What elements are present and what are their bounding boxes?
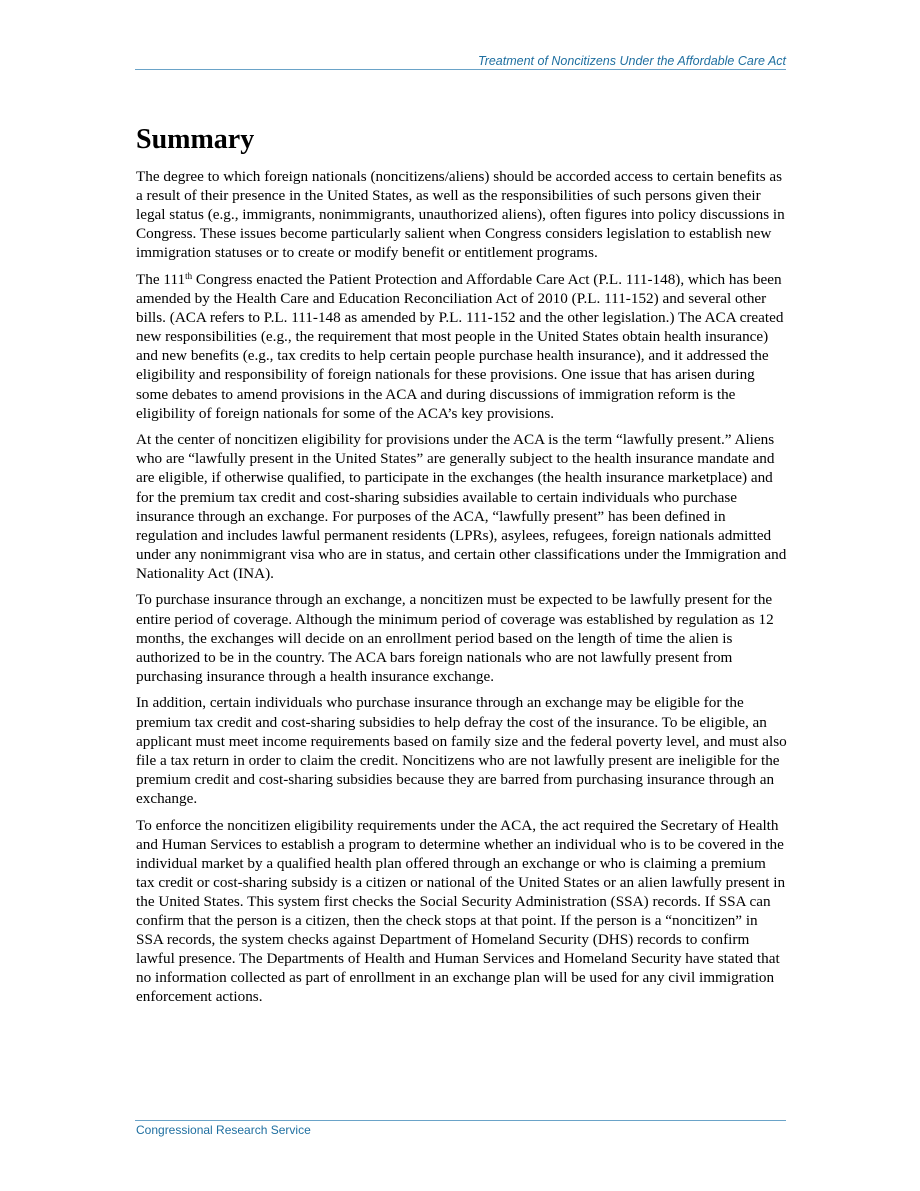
running-header: Treatment of Noncitizens Under the Affordable Care Act [477,54,786,68]
ordinal-suffix: th [185,270,193,281]
paragraph-6: To enforce the noncitizen eligibility requirements under the ACA, the act required the Secretary of Health and Human Services to establish a program to determine whether an individual who is to be covered in the individual market by a qualified health plan offered through an exchange or who is claiming a premium tax credit or cost-sharing subsidy is a citizen or national of the United States or an alien lawfully present in the United States. This system first checks the Social Security Administration (SSA) records. If SSA can confirm that the person is a citizen, then the check stops at that point. If the person is a “noncitizen” in SSA records, the system checks against Department of Homeland Security (DHS) records to confirm lawful presence. The Departments of Health and Human Services and Homeland Security have stated that no information collected as part of enrollment in an exchange plan will be used for any civil immigration enforcement actions. [136,816,786,1006]
running-footer: Congressional Research Service [136,1123,311,1137]
paragraph-2 [136,270,788,423]
summary-body [136,167,788,1014]
paragraph-3: At the center of noncitizen eligibility for provisions under the ACA is the term “lawfully present.” Aliens who are “lawfully present in the United States” are generally subject to the health insurance mandate and are eligible, if otherwise qualified, to participate in the exchanges (the health insurance marketplace) and for the premium tax credit and cost-sharing subsidies available to certain individuals who purchase insurance through an exchange. For purposes of the ACA, “lawfully present” has been defined in regulation and includes lawful permanent residents (LPRs), asylees, refugees, foreign nationals admitted under any nonimmigrant visa who are in status, and certain other classifications under the Immigration and Nationality Act (INA). [136,431,787,582]
paragraph-1: The degree to which foreign nationals (noncitizens/aliens) should be accorded access to certain benefits as a result of their presence in the United States, as well as the responsibilities of such persons given their legal status (e.g., immigrants, nonimmigrants, unauthorized aliens), often figures into policy discussions in Congress. These issues become particularly salient when Congress considers legislation to establish new immigration statuses or to create or modify benefit or entitlement programs. [136,168,785,262]
section-title: Summary [136,124,255,155]
footer-rule [135,1120,786,1121]
paragraph-2-lead: The 111 [136,270,186,288]
header-rule [135,69,786,70]
paragraph-5: In addition, certain individuals who purchase insurance through an exchange may be eligible for the premium tax credit and cost-sharing subsidies to help defray the cost of the insurance. To be eligible, an applicant must meet income requirements based on family size and the federal poverty level, and must also file a tax return in order to claim the credit. Noncitizens who are not lawfully present are ineligible for the premium credit and cost-sharing subsidies because they are barred from purchasing insurance through an exchange. [136,694,787,807]
paragraph-2-rest: Congress enacted the Patient Protection and Affordable Care Act (P.L. 111-148), which has been amended by the Health Care and Education Reconciliation Act of 2010 (P.L. 111-152) and several other bills. (ACA refers to P.L. 111-148 as amended by P.L. 111-152 and the other legislation.) The ACA created new responsibilities (e.g., the requirement that most people in the United States obtain health insurance) and new benefits (e.g., tax credits to help certain people purchase health insurance), and it addressed the eligibility and responsibility of foreign nationals for these provisions. One issue that has arisen during some debates to amend provisions in the ACA and during discussions of immigration reform is the eligibility of foreign nationals for some of the ACA’s key provisions. [136,270,784,422]
paragraph-4: To purchase insurance through an exchange, a noncitizen must be expected to be lawfully present for the entire period of coverage. Although the minimum period of coverage was established by regulation as 12 months, the exchanges will decide on an enrollment period based on the length of time the alien is authorized to be in the country. The ACA bars foreign nationals who are not lawfully present from purchasing insurance through a health insurance exchange. [136,591,774,685]
